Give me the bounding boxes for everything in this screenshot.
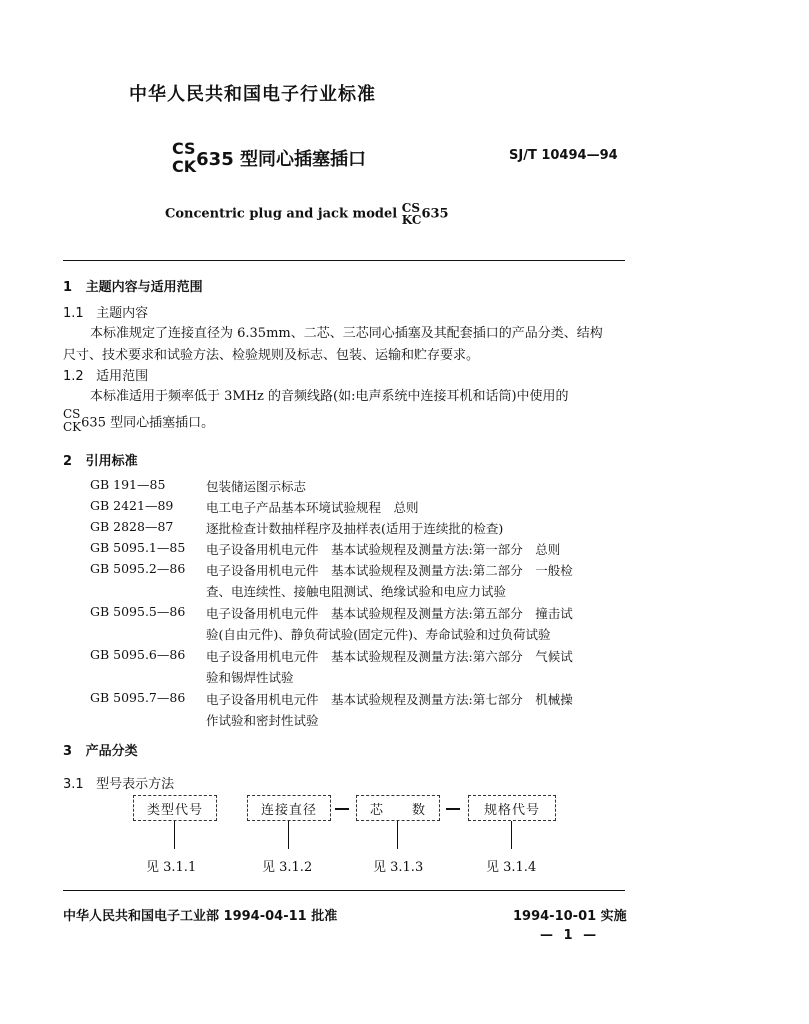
reference-title: 电子设备用机电元件 基本试验规程及测量方法:第六部分 气候试 xyxy=(206,649,573,664)
title-model-stack xyxy=(172,140,196,176)
reference-title: 作试验和密封性试验 xyxy=(206,713,319,728)
reference-title: 电子设备用机电元件 基本试验规程及测量方法:第一部分 总则 xyxy=(206,542,561,557)
section-3-heading xyxy=(63,740,138,759)
section-title: 型号表示方法 xyxy=(96,777,175,792)
model-sup: CS xyxy=(63,407,81,421)
see-ref-3-1-4: 见 3.1.4 xyxy=(486,860,537,875)
reference-code: GB 2421—89 xyxy=(90,498,174,513)
section-title: 引用标准 xyxy=(85,454,138,469)
reference-code: GB 5095.6—86 xyxy=(90,647,186,662)
box-type-code: 类型代号 xyxy=(133,795,217,821)
model-stack xyxy=(63,408,81,434)
section-1-heading xyxy=(63,276,203,295)
section-number: 3.1 xyxy=(63,777,84,792)
see-ref-3-1-2: 见 3.1.2 xyxy=(262,860,313,875)
english-title-suffix: 635 xyxy=(421,206,449,222)
english-title-prefix: Concentric plug and jack model xyxy=(165,206,402,222)
reference-title: 电子设备用机电元件 基本试验规程及测量方法:第七部分 机械操 xyxy=(206,692,573,707)
standard-header: 中华人民共和国电子行业标准 xyxy=(129,84,376,105)
box-connection-diameter: 连接直径 xyxy=(247,795,331,821)
section-title: 适用范围 xyxy=(96,369,149,384)
paragraph-text: 635 型同心插塞插口。 xyxy=(81,415,215,431)
english-title xyxy=(165,202,449,226)
reference-title: 包装储运图示标志 xyxy=(206,479,307,494)
paragraph-line: 本标准规定了连接直径为 6.35mm、二芯、三芯同心插塞及其配套插口的产品分类、结构 xyxy=(90,326,603,341)
header-rule xyxy=(63,260,625,261)
section-title: 主题内容 xyxy=(96,306,149,321)
reference-code: GB 5095.1—85 xyxy=(90,540,186,555)
section-title: 主题内容与适用范围 xyxy=(85,280,203,295)
effective-date: 1994-10-01 实施 xyxy=(513,909,627,924)
title-main: 635 型同心插塞插口 xyxy=(196,149,366,170)
title-sup: CS xyxy=(172,139,196,158)
page-number: — 1 — xyxy=(540,928,600,943)
connector-line xyxy=(174,821,175,849)
reference-title: 电工电子产品基本环境试验规程 总则 xyxy=(206,500,419,515)
footer-rule xyxy=(63,890,625,891)
reference-code: GB 2828—87 xyxy=(90,519,174,534)
paragraph-line: 尺寸、技术要求和试验方法、检验规则及标志、包装、运输和贮存要求。 xyxy=(63,348,480,363)
reference-title: 验(自由元件)、静负荷试验(固定元件)、寿命试验和过负荷试验 xyxy=(206,627,551,642)
approval-line: 中华人民共和国电子工业部 1994-04-11 批准 xyxy=(63,909,338,924)
title-sub: CK xyxy=(172,157,197,176)
see-ref-3-1-3: 见 3.1.3 xyxy=(373,860,424,875)
reference-code: GB 5095.5—86 xyxy=(90,604,186,619)
english-sub: KC xyxy=(401,213,422,227)
box-core-count: 芯 数 xyxy=(356,795,440,821)
model-sub: CK xyxy=(63,420,82,434)
connector-line xyxy=(288,821,289,849)
connector-line xyxy=(397,821,398,849)
reference-code: GB 191—85 xyxy=(90,477,166,492)
section-number: 3 xyxy=(63,744,73,759)
paragraph-line xyxy=(63,408,214,434)
section-1-1-heading xyxy=(63,302,148,321)
section-number: 1.2 xyxy=(63,369,84,384)
reference-title: 查、电连续性、接触电阻测试、绝缘试验和电应力试验 xyxy=(206,584,507,599)
english-sup: CS xyxy=(401,201,420,215)
section-number: 2 xyxy=(63,454,73,469)
section-number: 1.1 xyxy=(63,306,84,321)
reference-code: GB 5095.7—86 xyxy=(90,690,186,705)
see-ref-3-1-1: 见 3.1.1 xyxy=(146,860,197,875)
standard-code: SJ/T 10494—94 xyxy=(509,148,618,163)
paragraph-line: 本标准适用于频率低于 3MHz 的音频线路(如:电声系统中连接耳机和话筒)中使用的 xyxy=(90,389,569,404)
section-2-heading xyxy=(63,450,138,469)
reference-title: 逐批检查计数抽样程序及抽样表(适用于连续批的检查) xyxy=(206,521,504,536)
reference-code: GB 5095.2—86 xyxy=(90,561,186,576)
dash-separator xyxy=(446,808,460,810)
reference-title: 电子设备用机电元件 基本试验规程及测量方法:第五部分 撞击试 xyxy=(206,606,573,621)
reference-title: 验和锡焊性试验 xyxy=(206,670,294,685)
connector-line xyxy=(511,821,512,849)
reference-title: 电子设备用机电元件 基本试验规程及测量方法:第二部分 一般检 xyxy=(206,563,573,578)
dash-separator xyxy=(335,808,349,810)
section-title: 产品分类 xyxy=(85,744,138,759)
document-title xyxy=(172,140,366,176)
box-spec-code: 规格代号 xyxy=(468,795,556,821)
section-3-1-heading xyxy=(63,773,174,792)
section-number: 1 xyxy=(63,280,73,295)
english-model-stack xyxy=(402,202,422,226)
section-1-2-heading xyxy=(63,365,148,384)
